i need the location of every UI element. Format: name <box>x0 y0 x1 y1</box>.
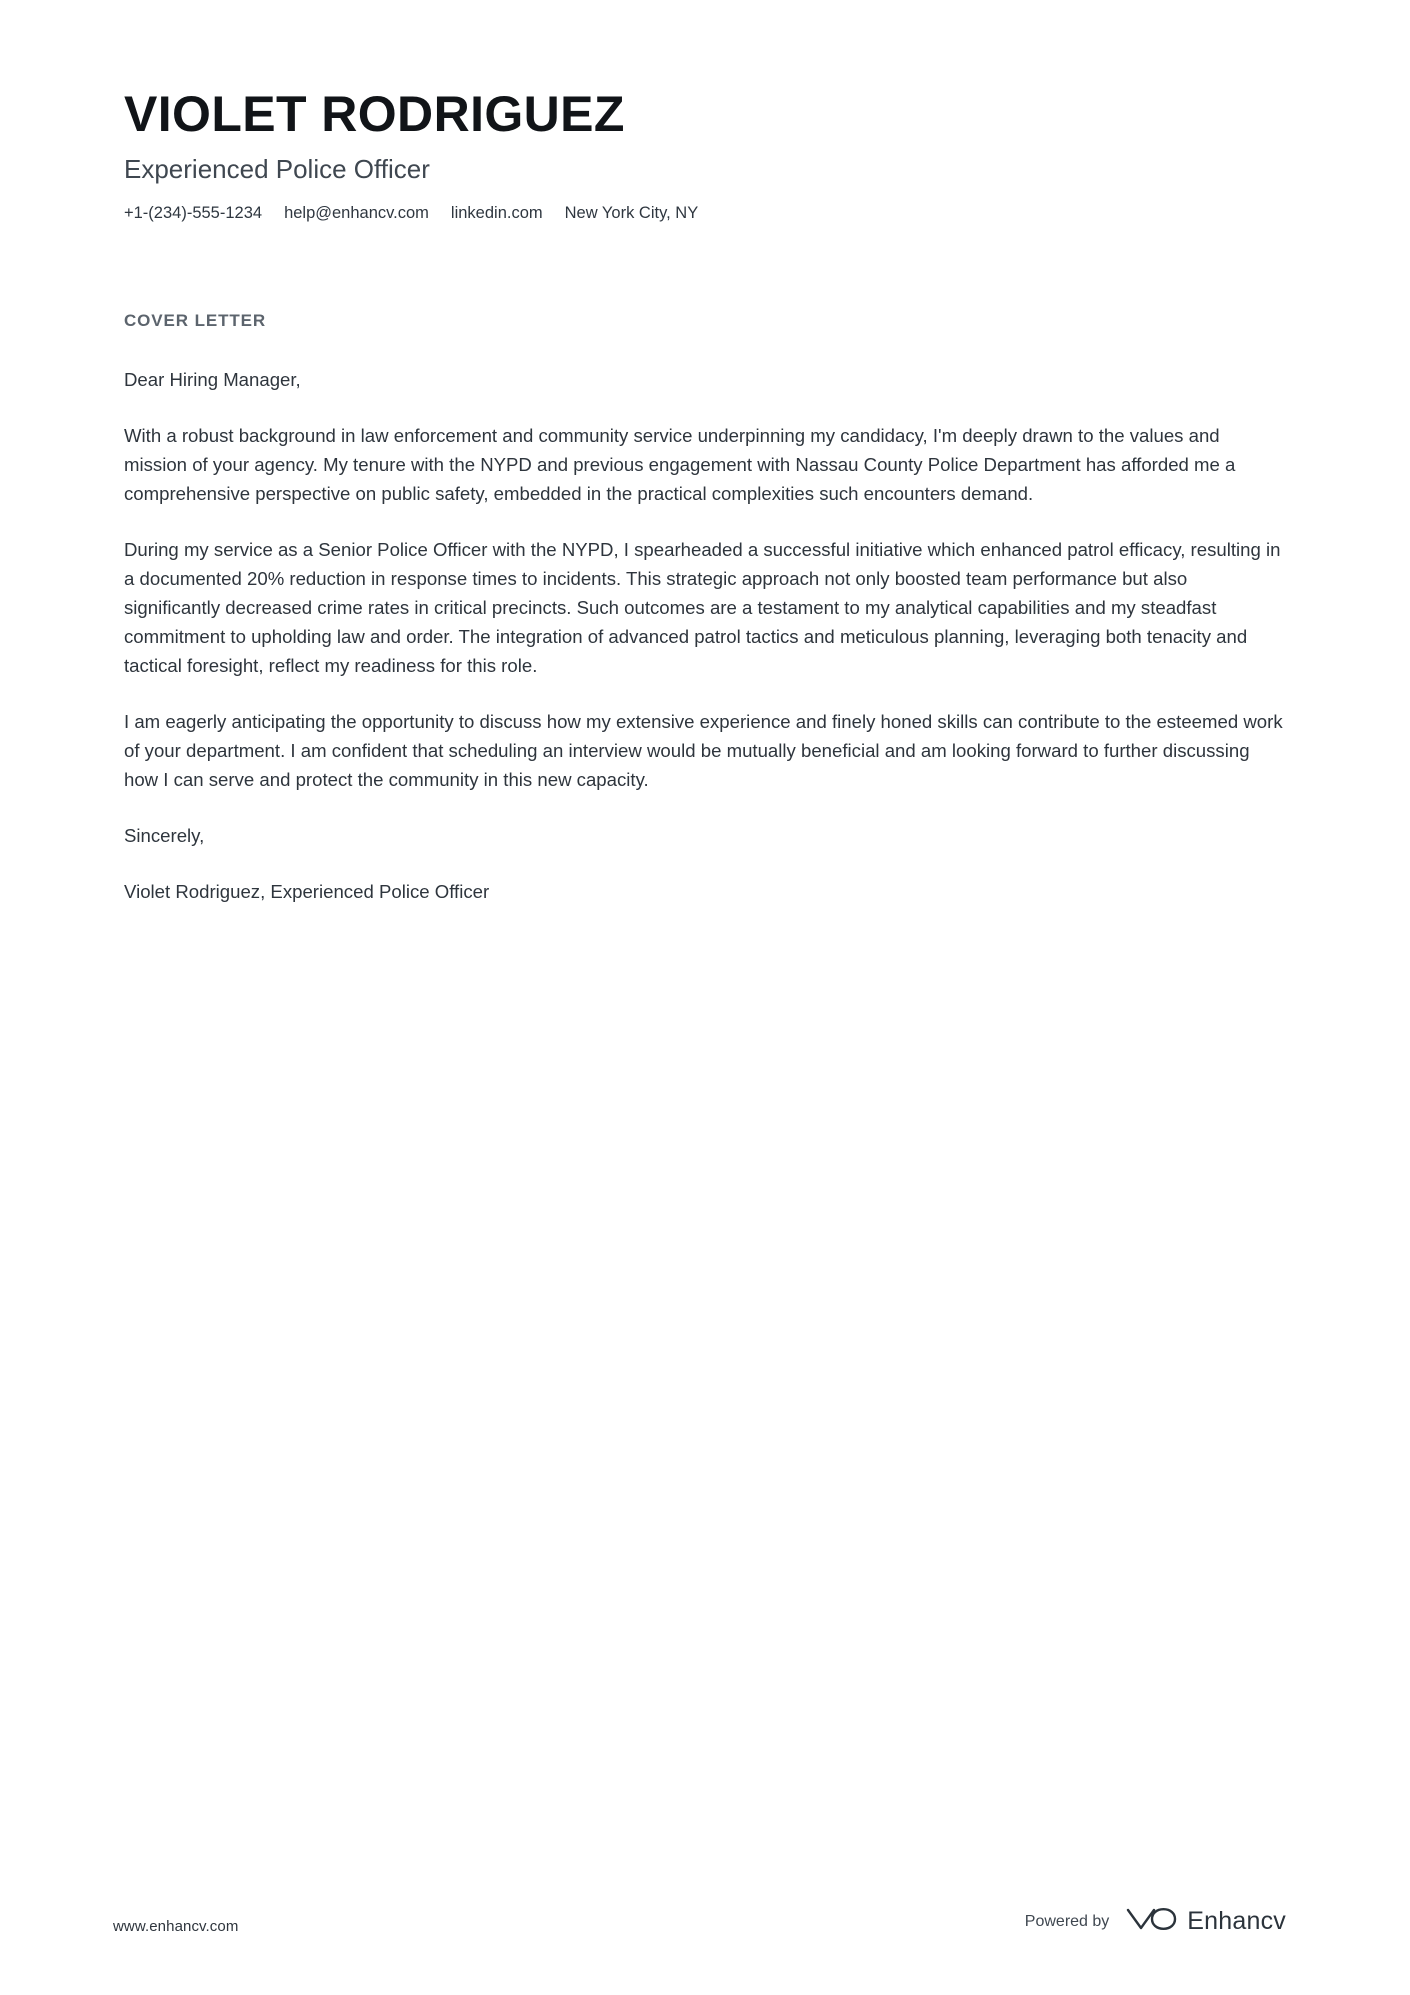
footer-website-link[interactable]: www.enhancv.com <box>113 1918 239 1935</box>
enhancv-brand-name: Enhancv <box>1187 1907 1286 1935</box>
page-title: VIOLET RODRIGUEZ <box>124 86 625 142</box>
paragraph-3: I am eagerly anticipating the opportunity to discuss how my extensive experience and finely honed skills can contribute to the esteemed work of your department. I am confident that scheduling an interview would be mutually beneficial and am looking forward to further discussing how I can serve and protect the community in this new capacity. <box>124 710 1283 790</box>
job-title: Experienced Police Officer <box>124 154 430 184</box>
powered-by-label: Powered by <box>1024 1912 1110 1930</box>
footer <box>0 1845 1410 1995</box>
contact-row <box>124 203 1286 224</box>
contact-location: New York City, NY <box>564 204 699 223</box>
document-content <box>124 86 1286 906</box>
signoff: Sincerely, <box>124 824 205 846</box>
section-heading-cover-letter: COVER LETTER <box>124 310 267 330</box>
paragraph-2: During my service as a Senior Police Officer with the NYPD, I spearheaded a successful initiative which enhanced patrol efficacy, resulting in a documented 20% reduction in response times to incidents. This strategic approach not only boosted team performance but also significantly decreased crime rates in critical precincts. Such outcomes are a testament to my analytical capabilities and my steadfast commitment to upholding law and order. The integration of advanced patrol tactics and meticulous planning, leveraging both tenacity and tactical foresight, reflect my readiness for this role. <box>124 538 1281 676</box>
enhancv-infinity-logo-icon <box>1125 1904 1177 1939</box>
header <box>124 86 1286 225</box>
paragraph-1: With a robust background in law enforcement and community service underpinning my candidacy, I'm deeply drawn to the values and mission of your agency. My tenure with the NYPD and previous engagement with Nassau County Police Department has afforded me a comprehensive perspective on public safety, embedded in the practical complexities such encounters demand. <box>124 424 1236 504</box>
salutation: Dear Hiring Manager, <box>124 368 301 390</box>
contact-linkedin[interactable]: linkedin.com <box>450 204 543 223</box>
signature-line: Violet Rodriguez, Experienced Police Officer <box>124 880 490 902</box>
contact-phone[interactable]: +1-(234)-555-1234 <box>124 204 263 223</box>
contact-email[interactable]: help@enhancv.com <box>284 204 429 223</box>
cover-letter-body <box>124 365 1286 906</box>
footer-brand <box>1025 1904 1286 1939</box>
enhancv-logo[interactable] <box>1125 1904 1286 1939</box>
